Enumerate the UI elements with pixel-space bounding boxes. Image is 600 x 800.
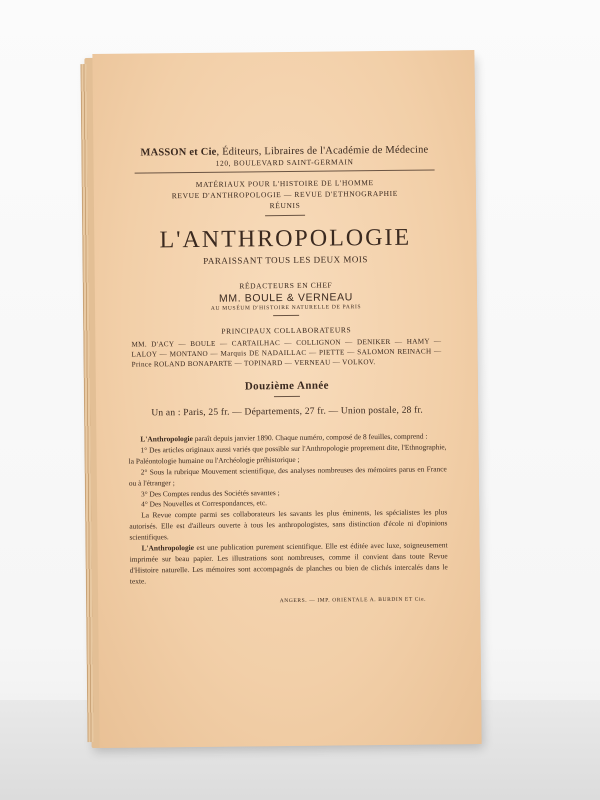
series-line-2: REVUE D'ANTHROPOLOGIE — REVUE D'ETHNOGRAPHIE (171, 188, 398, 201)
divider-rule (265, 215, 305, 216)
journal-subtitle: PARAISSANT TOUS LES DEUX MOIS (203, 254, 368, 266)
journal-title: L'ANTHROPOLOGIE (159, 224, 412, 254)
subscription-price: Un an : Paris, 25 fr. — Départements, 27 fr. — Union postale, 28 fr. (151, 405, 423, 419)
collaborators-label: PRINCIPAUX COLLABORATEURS (221, 325, 352, 336)
series-line-3: RÉUNIS (269, 200, 301, 211)
publisher-address: 120, BOULEVARD SAINT-GERMAIN (215, 157, 354, 168)
paragraph: 2° Sous la rubrique Mouvement scientifique, des analyses nombreuses des mémoires parus en France ou à l'étranger ; (128, 464, 447, 488)
paragraph-text: est une publication purement scientifique. Elle est éditée avec luxe, soigneusement imprimée sur beau papier. Les illustrations sont nombreuses, comme il convient dans toute Revue d'Histoire naturelle. Les mémoires sont accompagnés de planches ou bien de clichés intercalés dans le texte. (129, 540, 448, 586)
divider-rule (274, 396, 300, 397)
journal-name: L'Anthropologie (141, 543, 195, 553)
paragraph: 1° Des articles originaux aussi variés que possible sur l'Anthropologie proprement dite, l'Ethnographie, la Paléontologie humaine ou l'Archéologie préhistorique ; (128, 442, 447, 466)
divider-rule (273, 315, 299, 316)
collaborators-list: MM. D'ACY — BOULE — CARTAILHAC — COLLIGNON — DENIKER — HAMY — LALOY — MONTANO — Marquis DE NADAILLAC — PIETTE — SALOMON REINACH — Prince ROLAND BONAPARTE — TOPINARD — VERNEAU — VOLKOV. (131, 337, 442, 369)
editors-label: RÉDACTEURS EN CHEF (239, 280, 333, 291)
paragraph (130, 540, 448, 587)
paragraph: 4° Des Nouvelles et Correspondances, etc. (141, 498, 268, 509)
series-line-1: MATÉRIAUX POUR L'HISTOIRE DE L'HOMME (195, 178, 374, 189)
publisher-description: , Éditeurs, Libraires de l'Académie de Médecine (216, 144, 429, 158)
publisher-name: MASSON et Cie (140, 146, 217, 159)
printer-imprint: ANGERS. — IMP. ORIENTALE A. BURDIN ET Cie. (279, 596, 427, 604)
paragraph: La Revue compte parmi ses collaborateurs les savants les plus éminents, les spécialistes les plus autorisés. Elle est d'ailleurs ouverte à tous les anthropologistes, sans distinction d'école ni d'opinions scientifiques. (129, 507, 448, 542)
editors-affiliation: AU MUSÉUM D'HISTOIRE NATURELLE DE PARIS (210, 304, 362, 312)
paragraph: 3° Des Comptes rendus des Sociétés savantes ; (140, 487, 280, 499)
booklet-cover (92, 50, 481, 748)
volume-year: Douzième Année (244, 379, 329, 393)
editors-names: MM. BOULE & VERNEAU (218, 291, 353, 305)
paragraph-text: paraît depuis janvier 1890. Chaque numéro, composé de 8 feuilles, comprend : (192, 431, 428, 443)
description-text (126, 431, 450, 587)
journal-name: L'Anthropologie (140, 433, 193, 444)
divider-rule (135, 169, 435, 173)
